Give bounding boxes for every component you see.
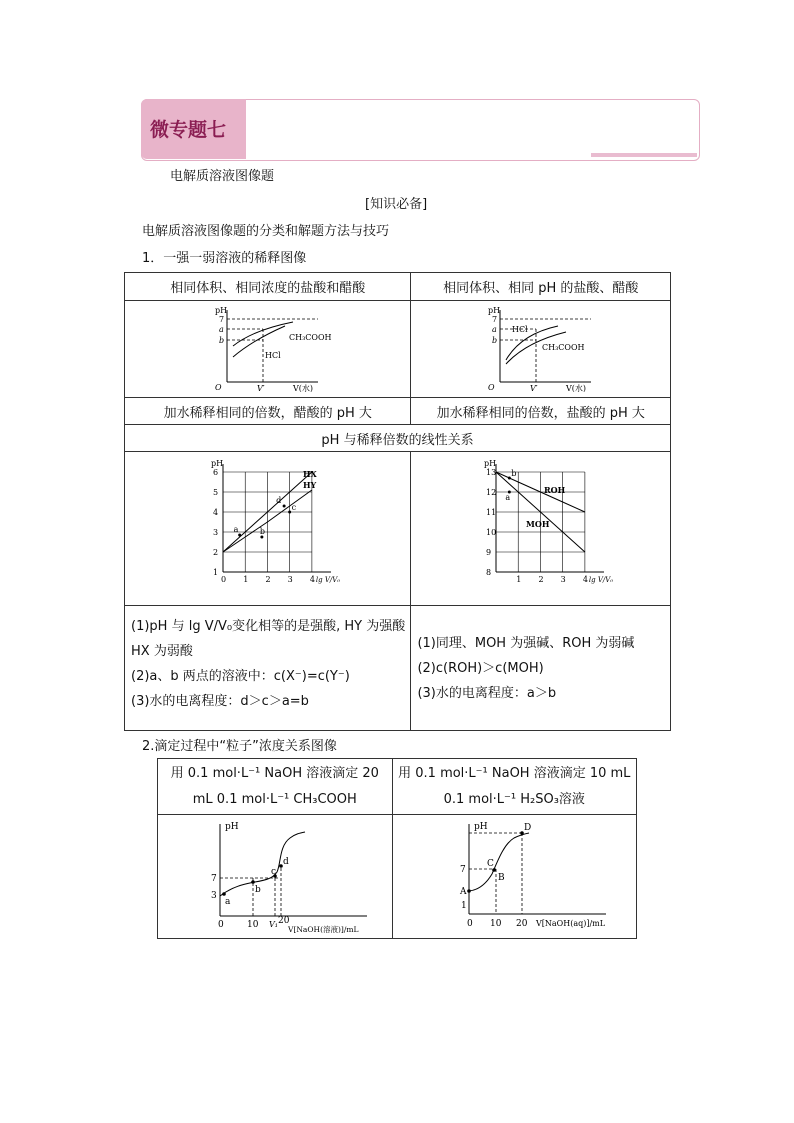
acid-conclusion-2: HX 为弱酸: [131, 644, 193, 659]
x-tick-10: 10: [490, 918, 502, 929]
xlabel: lg V/V₀: [588, 575, 613, 584]
table1-row2-left: 加水稀释相同的倍数，醋酸的 pH 大: [125, 398, 411, 425]
table2-head-left: [158, 759, 393, 815]
y-tick-7: 7: [491, 315, 497, 324]
chapter-banner: [141, 99, 698, 159]
series-label-hcl: HCl: [511, 325, 528, 334]
acid-dilution-chart-cell: [125, 452, 411, 606]
section-1-heading: 1．一强一弱溶液的稀释图像: [142, 251, 307, 266]
table2-head-right-line2: 0.1 mol·L⁻¹ H₂SO₃溶液: [443, 791, 585, 807]
x-tick-10: 10: [246, 919, 259, 930]
hcl-ch3cooh-same-ph-chart: [466, 302, 616, 392]
xlabel: V(水): [565, 384, 586, 392]
ylabel: pH: [483, 458, 496, 468]
acid-conclusion-3: (2)a、b 两点的溶液中：c(X⁻)=c(Y⁻): [131, 669, 350, 684]
base-conclusion-3: (3)水的电离程度：a＞b: [417, 685, 557, 701]
section-2-heading: 2.滴定过程中“粒子”浓度关系图像: [142, 739, 337, 754]
table2-head-left-line1: 用 0.1 mol·L⁻¹ NaOH 溶液滴定 20: [170, 765, 379, 781]
point-D: D: [524, 822, 532, 833]
x-tick-0: 0: [467, 918, 474, 929]
banner-tab: [141, 99, 246, 159]
table2-head-right-line1: 用 0.1 mol·L⁻¹ NaOH 溶液滴定 10 mL: [398, 765, 631, 781]
table1-merged-row: pH 与稀释倍数的线性关系: [125, 425, 671, 452]
origin: O: [214, 383, 222, 392]
y-tick-1: 1: [461, 900, 468, 911]
table1-head-left: 相同体积、相同浓度的盐酸和醋酸: [125, 273, 411, 301]
ylabel: pH: [474, 821, 488, 832]
y-tick-label: 2: [212, 547, 218, 557]
x-tick-label: 4: [582, 574, 588, 584]
point-label-c: c: [291, 502, 296, 512]
ch3cooh-titration-chart-cell: [158, 815, 393, 939]
h2so3-titration-chart: [414, 816, 614, 934]
table2-head-left-line2: mL 0.1 mol·L⁻¹ CH₃COOH: [192, 791, 357, 807]
series-label-hx: HX: [302, 468, 317, 479]
series-label-hcl: HCl: [264, 351, 281, 360]
banner-label: 微专题七: [150, 119, 227, 141]
point-label-a: a: [505, 492, 510, 502]
intro-text: 电解质溶液图像题的分类和解题方法与技巧: [142, 224, 390, 239]
point-d: d: [282, 856, 289, 867]
acid-conclusion-1: (1)pH 与 lg V/V₀变化相等的是强酸, HY 为强酸: [131, 619, 406, 634]
point-label-a: a: [233, 524, 239, 534]
xlabel: V(水): [292, 384, 313, 392]
y-tick-7: 7: [218, 315, 224, 324]
acid-dilution-chart: [193, 457, 343, 597]
xlabel: lg V/V₀: [315, 575, 340, 584]
x-tick-label: 0: [220, 574, 226, 584]
acid-conclusions: [125, 606, 411, 731]
y-tick-b: b: [491, 336, 497, 345]
y-tick-label: 13: [485, 467, 496, 477]
x-tick-v: V′: [529, 384, 538, 392]
y-tick-a: a: [218, 325, 224, 334]
x-tick-v: V′: [256, 384, 265, 392]
y-tick-7: 7: [460, 864, 467, 875]
x-tick-label: 1: [515, 574, 522, 584]
y-tick-label: 3: [212, 527, 218, 537]
y-tick-label: 8: [485, 567, 491, 577]
point-b: b: [254, 884, 261, 895]
y-tick-label: 11: [485, 507, 496, 517]
ylabel: pH: [224, 821, 239, 832]
point-C: C: [487, 858, 495, 869]
x-tick-label: 1: [242, 574, 249, 584]
table2-head-right: [392, 759, 636, 815]
table1-row2-right: 加水稀释相同的倍数，盐酸的 pH 大: [411, 398, 671, 425]
point-label-b: b: [259, 526, 265, 536]
y-tick-a: a: [491, 325, 497, 334]
y-tick-b: b: [218, 336, 224, 345]
y-tick-label: 5: [212, 487, 218, 497]
h2so3-titration-chart-cell: [392, 815, 636, 939]
series-label-moh: MOH: [525, 518, 550, 529]
ylabel: pH: [214, 306, 227, 315]
point-c: c: [270, 866, 276, 877]
x-tick-20: 20: [277, 915, 290, 926]
x-tick-20: 20: [516, 918, 528, 929]
y-tick-7: 7: [210, 873, 217, 884]
x-tick-label: 3: [560, 574, 566, 584]
origin: O: [487, 383, 495, 392]
table1-chart-left-cell: [125, 301, 411, 398]
point-a: a: [224, 896, 231, 907]
series-label-roh: ROH: [543, 484, 565, 495]
point-B: B: [498, 872, 505, 883]
base-dilution-chart-cell: [411, 452, 671, 606]
ylabel: pH: [487, 306, 500, 315]
point-label-b: b: [511, 468, 517, 478]
series-label-hy: HY: [302, 479, 316, 490]
base-conclusions: [411, 606, 671, 731]
knowledge-heading: [知识必备]: [365, 197, 428, 212]
x-tick-label: 3: [287, 574, 293, 584]
xlabel: V[NaOH(aq)]/mL: [536, 918, 606, 928]
table1-chart-right-cell: [411, 301, 671, 398]
x-tick-label: 4: [309, 574, 315, 584]
page-title: 电解质溶液图像题: [170, 169, 275, 184]
xlabel: V[NaOH(溶液)]/mL: [287, 924, 359, 934]
dilution-table: [124, 272, 671, 731]
x-tick-label: 2: [538, 574, 544, 584]
table1-head-right: 相同体积、相同 pH 的盐酸、醋酸: [411, 273, 671, 301]
point-d: [282, 504, 285, 507]
x-tick-label: 2: [265, 574, 271, 584]
y-tick-label: 10: [485, 527, 496, 537]
y-tick-label: 1: [212, 567, 218, 577]
hcl-ch3cooh-same-concentration-chart: [193, 302, 343, 392]
base-conclusion-2: (2)c(ROH)＞c(MOH): [417, 660, 544, 676]
y-tick-3: 3: [210, 890, 217, 901]
ch3cooh-titration-chart: [175, 816, 375, 934]
y-tick-label: 4: [212, 507, 218, 517]
y-tick-label: 6: [212, 467, 218, 477]
point-A: A: [460, 886, 467, 897]
y-tick-label: 9: [485, 547, 491, 557]
series-label-ch3cooh: CH₃COOH: [541, 343, 585, 352]
banner-underline: [591, 153, 697, 157]
base-conclusion-1: (1)同理、MOH 为强碱、ROH 为弱碱: [417, 635, 635, 651]
acid-conclusion-4: (3)水的电离程度：d＞c＞a=b: [131, 694, 309, 709]
series-label-ch3cooh: CH₃COOH: [288, 333, 332, 342]
base-dilution-chart: [466, 457, 616, 597]
x-tick-v1: V₁: [268, 919, 278, 929]
titration-table: [157, 758, 637, 939]
y-tick-label: 12: [485, 487, 496, 497]
ylabel: pH: [210, 458, 223, 468]
x-tick-0: 0: [217, 919, 224, 930]
point-label-d: d: [275, 495, 281, 505]
point-a: [238, 533, 241, 536]
